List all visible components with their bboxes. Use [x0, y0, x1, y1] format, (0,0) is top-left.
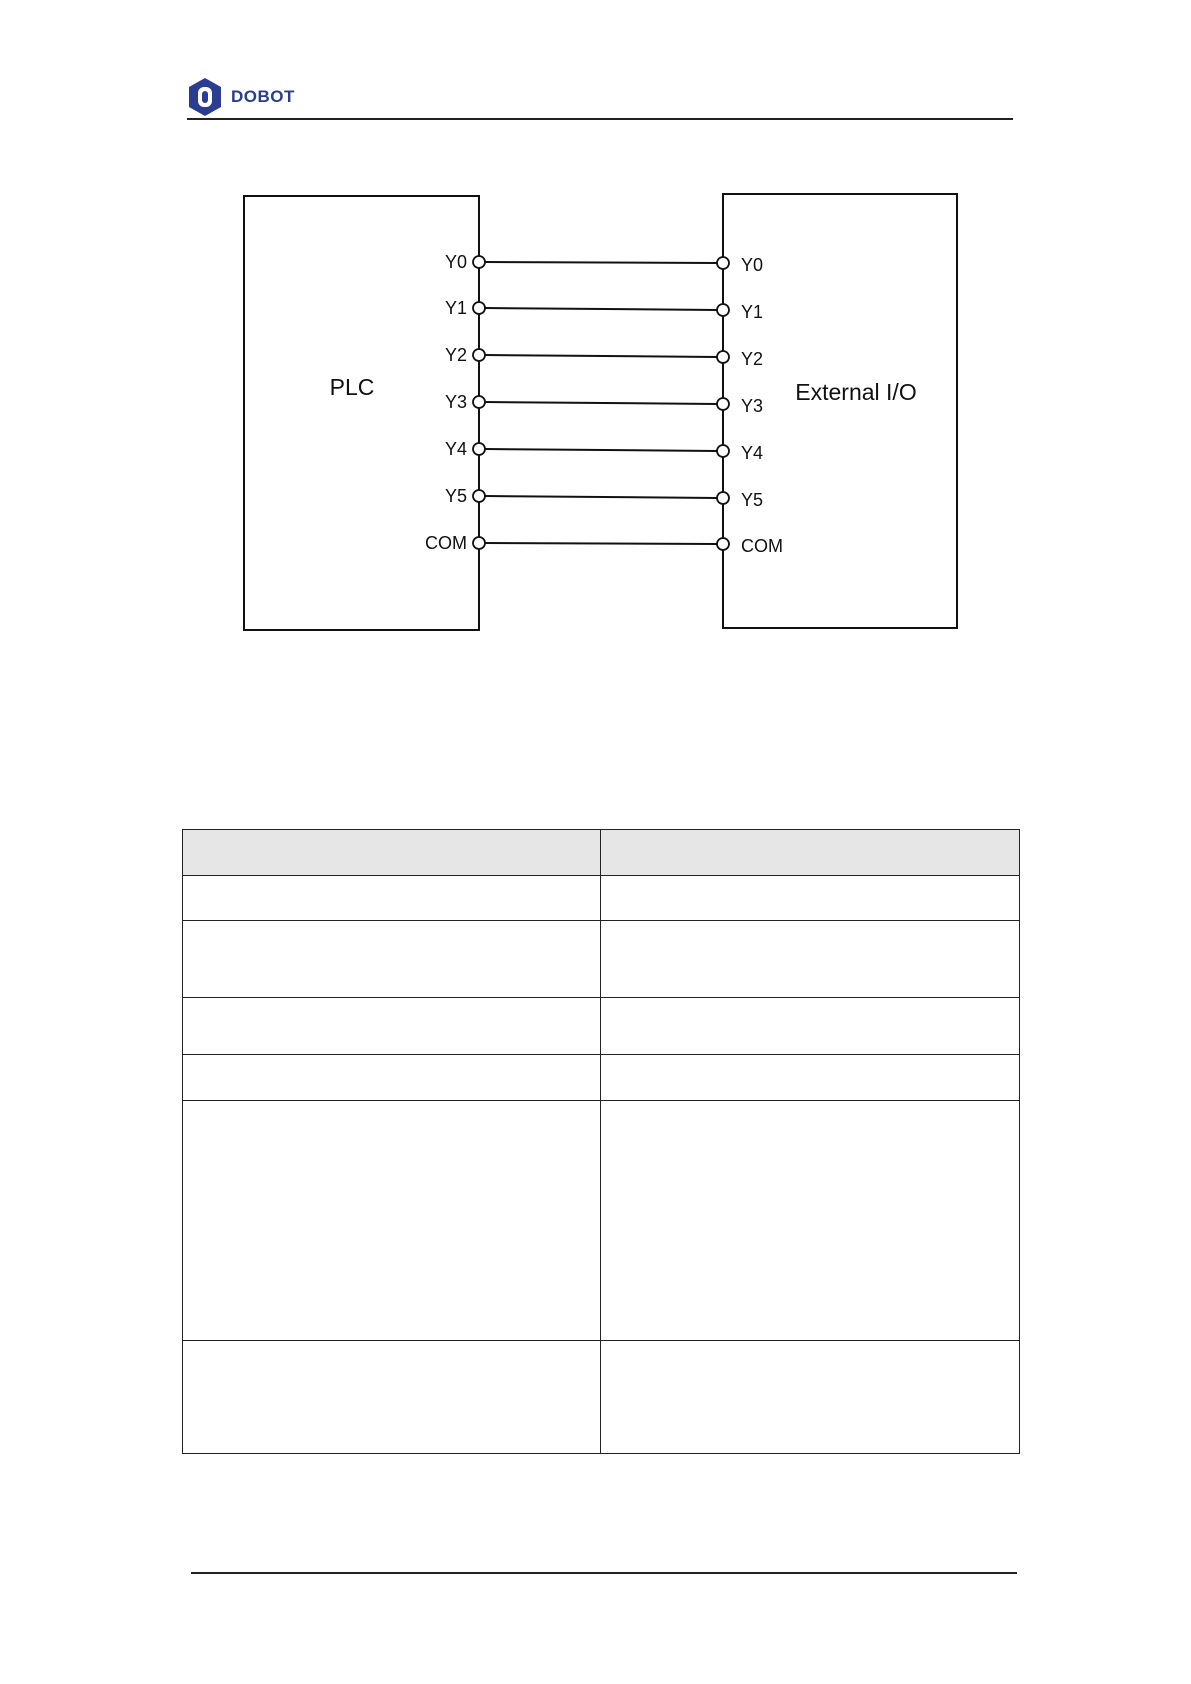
- table-cell: [183, 998, 601, 1055]
- table-row: [183, 1055, 1020, 1101]
- table-cell: [601, 1055, 1020, 1101]
- table-cell: [183, 1341, 601, 1454]
- table-header-row: [183, 830, 1020, 876]
- table-cell: [183, 876, 601, 921]
- external-io-terminal-com: [717, 538, 729, 550]
- logo-text: DOBOT: [231, 87, 295, 106]
- plc-signal-label: Y5: [444, 486, 467, 506]
- table-cell: [601, 998, 1020, 1055]
- external-io-signal-label: Y2: [741, 349, 764, 369]
- external-io-terminal-y0: [717, 257, 729, 269]
- table-cell: [601, 1341, 1020, 1454]
- table-cell: [601, 876, 1020, 921]
- table-row: [183, 1341, 1020, 1454]
- plc-terminal-y3: [473, 396, 485, 408]
- table-cell: [183, 921, 601, 998]
- external-io-signal-label: Y4: [741, 443, 764, 463]
- plc-label: PLC: [329, 374, 375, 400]
- table-cell: [183, 1055, 601, 1101]
- plc-signal-label: Y3: [444, 392, 467, 412]
- external-io-signal-label: Y1: [741, 302, 764, 322]
- wire-y5: [485, 496, 717, 498]
- table-cell: [601, 921, 1020, 998]
- table-row: [183, 1101, 1020, 1341]
- external-io-terminal-y5: [717, 492, 729, 504]
- table-header-cell: [183, 830, 601, 876]
- plc-signal-label: Y0: [444, 252, 467, 272]
- plc-signal-label: Y2: [444, 345, 467, 365]
- external-io-terminal-y1: [717, 304, 729, 316]
- wiring-diagram: [0, 0, 1191, 700]
- plc-box: [244, 196, 479, 630]
- plc-terminal-y2: [473, 349, 485, 361]
- plc-terminal-y0: [473, 256, 485, 268]
- table-row: [183, 876, 1020, 921]
- external-io-terminal-y3: [717, 398, 729, 410]
- external-io-signal-label: Y3: [741, 396, 764, 416]
- table-row: [183, 921, 1020, 998]
- external-io-label: External I/O: [795, 379, 917, 405]
- wire-y2: [485, 355, 717, 357]
- wire-y0: [485, 262, 717, 263]
- wire-y1: [485, 308, 717, 310]
- wire-y3: [485, 402, 717, 404]
- external-io-terminal-y2: [717, 351, 729, 363]
- table-header-cell: [601, 830, 1020, 876]
- plc-signal-label: Y4: [444, 439, 467, 459]
- table-row: [183, 998, 1020, 1055]
- footer-divider: [191, 1572, 1017, 1574]
- data-table: [182, 829, 1020, 1454]
- plc-terminal-y4: [473, 443, 485, 455]
- plc-terminal-com: [473, 537, 485, 549]
- table-cell: [601, 1101, 1020, 1341]
- external-io-terminal-y4: [717, 445, 729, 457]
- plc-terminal-y5: [473, 490, 485, 502]
- wire-y4: [485, 449, 717, 451]
- external-io-signal-label: Y5: [741, 490, 764, 510]
- external-io-signal-label: COM: [741, 536, 783, 556]
- external-io-signal-label: Y0: [741, 255, 764, 275]
- plc-signal-label: COM: [425, 533, 467, 553]
- table-cell: [183, 1101, 601, 1341]
- plc-terminal-y1: [473, 302, 485, 314]
- wire-com: [485, 543, 717, 544]
- plc-signal-label: Y1: [444, 298, 467, 318]
